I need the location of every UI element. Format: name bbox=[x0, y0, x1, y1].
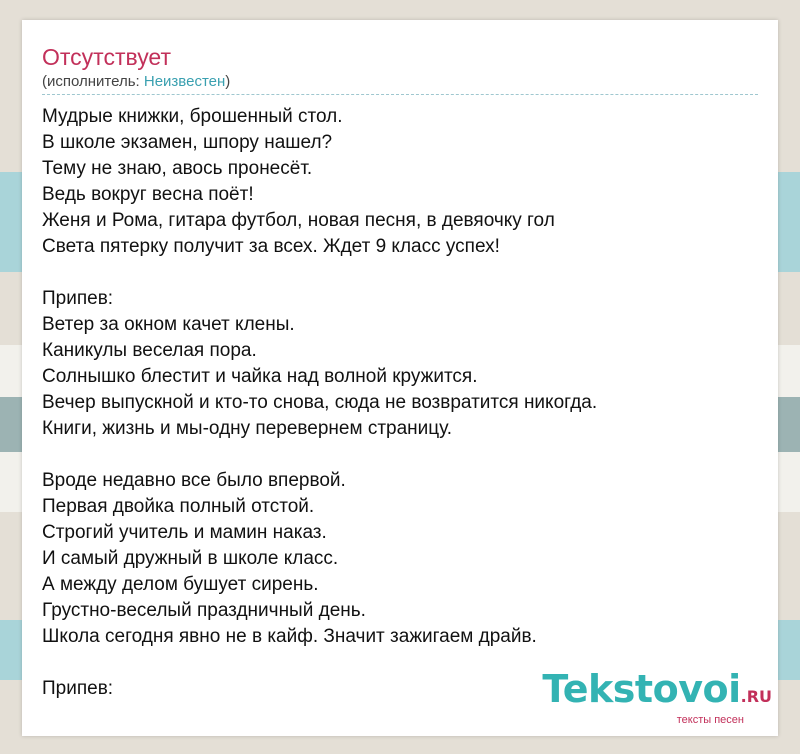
lyric-line: Мудрые книжки, брошенный стол. bbox=[42, 106, 343, 127]
lyric-line: Школа сегодня явно не в кайф. Значит зажигаем драйв. bbox=[42, 626, 537, 647]
lyric-line bbox=[42, 442, 758, 468]
song-title: Отсутствует bbox=[42, 44, 171, 70]
lyric-line: Грустно-веселый праздничный день. bbox=[42, 600, 366, 621]
lyric-line: Припев: bbox=[42, 678, 114, 699]
lyric-line: Вечер выпускной и кто-то снова, сюда не возвратится никогда. bbox=[42, 392, 598, 413]
logo-tld: .RU bbox=[740, 687, 772, 706]
lyric-line: Света пятерку получит за всех. Ждет 9 класс успех! bbox=[42, 236, 500, 257]
title-divider bbox=[42, 94, 758, 95]
lyric-line: Ведь вокруг весна поёт! bbox=[42, 184, 254, 205]
byline-prefix: (исполнитель: bbox=[42, 73, 144, 90]
lyric-line: Книги, жизнь и мы-одну перевернем страницу. bbox=[42, 418, 453, 439]
lyric-line: А между делом бушует сирень. bbox=[42, 574, 319, 595]
lyric-line bbox=[42, 260, 758, 286]
lyric-line: Вроде недавно все было впервой. bbox=[42, 470, 346, 491]
lyric-line: Припев: bbox=[42, 288, 114, 309]
lyric-line: Тему не знаю, авось пронесёт. bbox=[42, 158, 313, 179]
logo-name: Tekstovoi bbox=[542, 667, 741, 711]
lyric-line: Ветер за окном качет клены. bbox=[42, 314, 295, 335]
logo-wordmark bbox=[542, 669, 772, 717]
logo-tagline: тексты песен bbox=[676, 714, 744, 726]
lyric-line: Женя и Рома, гитара футбол, новая песня, в девяочку гол bbox=[42, 210, 555, 231]
artist-link[interactable]: Неизвестен bbox=[143, 73, 226, 90]
lyric-line: И самый дружный в школе класс. bbox=[42, 548, 339, 569]
lyric-line: Солнышко блестит и чайка над волной кружится. bbox=[42, 366, 478, 387]
artist-byline bbox=[42, 73, 230, 91]
lyric-line: В школе экзамен, шпору нашел? bbox=[42, 132, 333, 153]
site-logo[interactable] bbox=[542, 669, 772, 726]
lyric-line: Каникулы веселая пора. bbox=[42, 340, 257, 361]
byline-suffix: ) bbox=[225, 73, 231, 90]
lyric-line: Первая двойка полный отстой. bbox=[42, 496, 315, 517]
lyric-line: Строгий учитель и мамин наказ. bbox=[42, 522, 327, 543]
lyrics-text bbox=[42, 104, 758, 702]
lyrics-card bbox=[22, 20, 778, 736]
